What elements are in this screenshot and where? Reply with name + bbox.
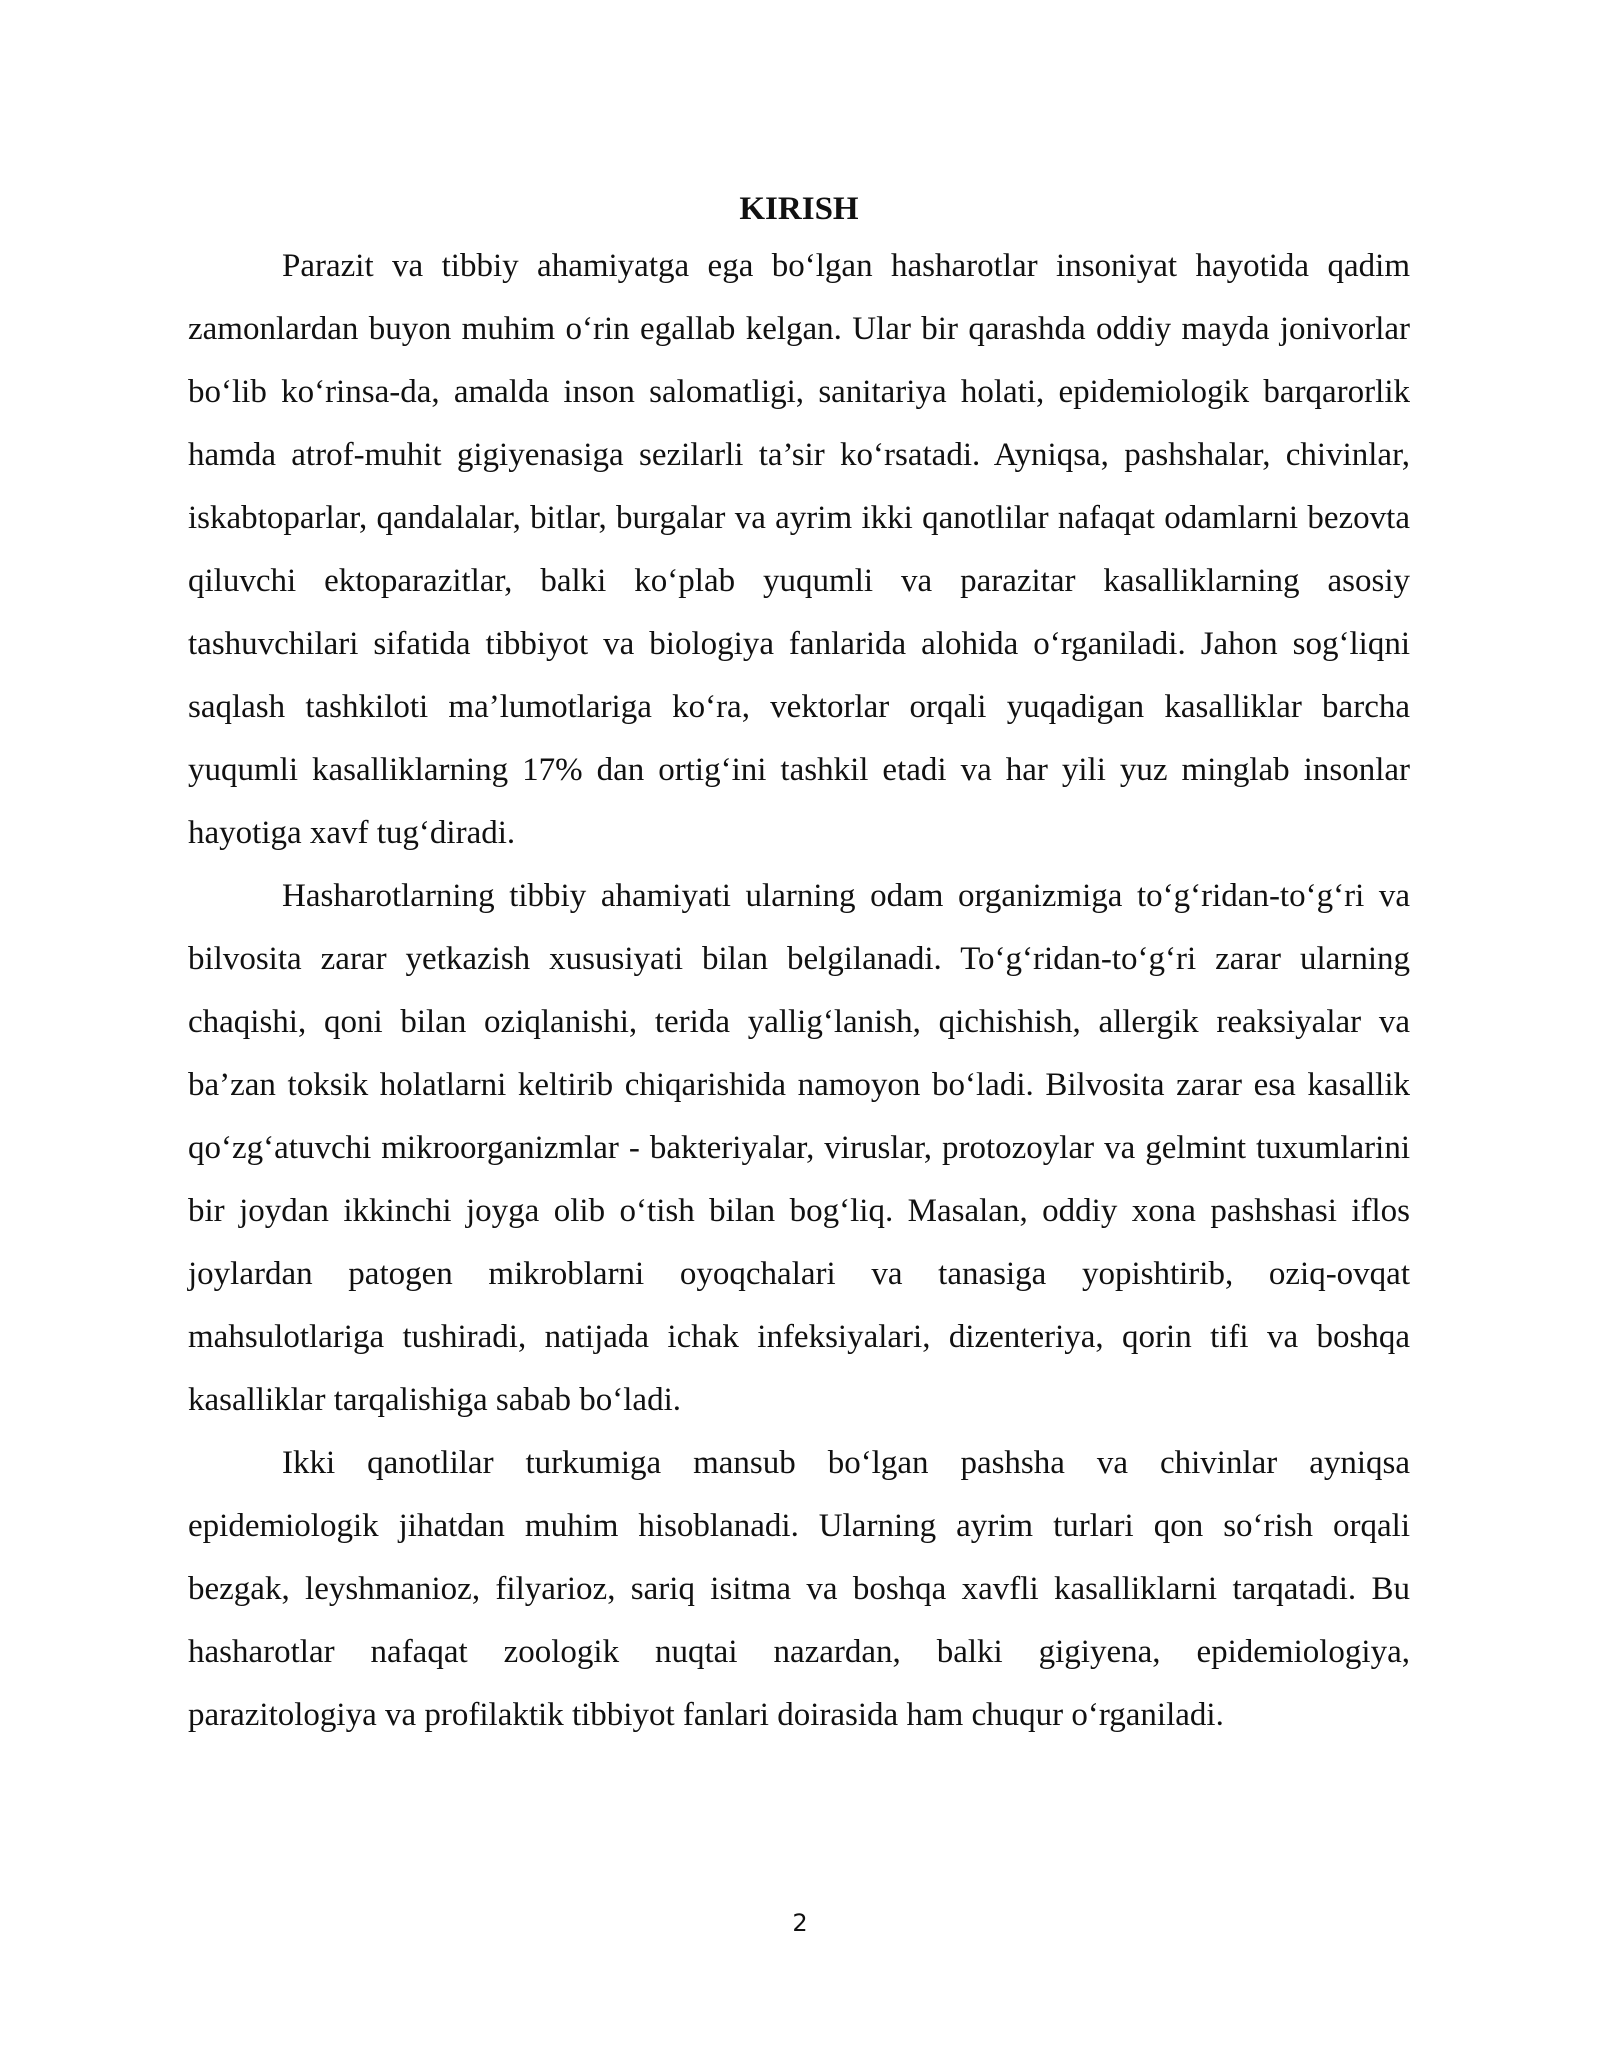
paragraph-2: Hasharotlarning tibbiy ahamiyati ularning odam organizmiga to‘g‘ridan-to‘g‘ri va bilvosita zarar yetkazish xususiyati bilan belgilanadi. To‘g‘ridan-to‘g‘ri zarar ularning chaqishi, qoni bilan oziqlanishi, terida yallig‘lanish, qichishish, allergik reaksiyalar va ba’zan toksik holatlarni keltirib chiqarishida namoyon bo‘ladi. Bilvosita zarar esa kasallik qo‘zg‘atuvchi mikroorganizmlar - bakteriyalar, viruslar, protozoylar va gelmint tuxumlarini bir joydan ikkinchi joyga olib o‘tish bilan bog‘liq. Masalan, oddiy xona pashshasi iflos joylardan patogen mikroblarni oyoqchalari va tanasiga yopishtirib, oziq-ovqat mahsulotlariga tushiradi, natijada ichak infeksiyalari, dizenteriya, qorin tifi va boshqa kasalliklar tarqalishiga sabab bo‘ladi. — [188, 878, 1410, 1418]
page-number: 2 — [792, 1909, 808, 1937]
paragraph-1: Parazit va tibbiy ahamiyatga ega bo‘lgan hasharotlar insoniyat hayotida qadim zamonlardan buyon muhim o‘rin egallab kelgan. Ular bir qarashda oddiy mayda jonivorlar bo‘lib ko‘rinsa-da, amalda inson salomatligi, sanitariya holati, epidemiologik barqarorlik hamda atrof-muhit gigiyenasiga sezilarli ta’sir ko‘rsatadi. Ayniqsa, pashshalar, chivinlar, iskabtoparlar, qandalalar, bitlar, burgalar va ayrim ikki qanotlilar nafaqat odamlarni bezovta qiluvchi ektoparazitlar, balki ko‘plab yuqumli va parazitar kasalliklarning asosiy tashuvchilari sifatida tibbiyot va biologiya fanlarida alohida o‘rganiladi. Jahon sog‘liqni saqlash tashkiloti ma’lumotlariga ko‘ra, vektorlar orqali yuqadigan kasalliklar barcha yuqumli kasalliklarning 17% dan ortig‘ini tashkil etadi va har yili yuz minglab insonlar hayotiga xavf tug‘diradi. — [188, 248, 1410, 851]
page-content — [188, 187, 1410, 1747]
paragraph-3: Ikki qanotlilar turkumiga mansub bo‘lgan pashsha va chivinlar ayniqsa epidemiologik jihatdan muhim hisoblanadi. Ularning ayrim turlari qon so‘rish orqali bezgak, leyshmanioz, filyarioz, sariq isitma va boshqa xavfli kasalliklarni tarqatadi. Bu hasharotlar nafaqat zoologik nuqtai nazardan, balki gigiyena, epidemiologiya, parazitologiya va profilaktik tibbiyot fanlari doirasida ham chuqur o‘rganiladi. — [188, 1445, 1410, 1733]
section-title: KIRISH — [739, 191, 859, 227]
